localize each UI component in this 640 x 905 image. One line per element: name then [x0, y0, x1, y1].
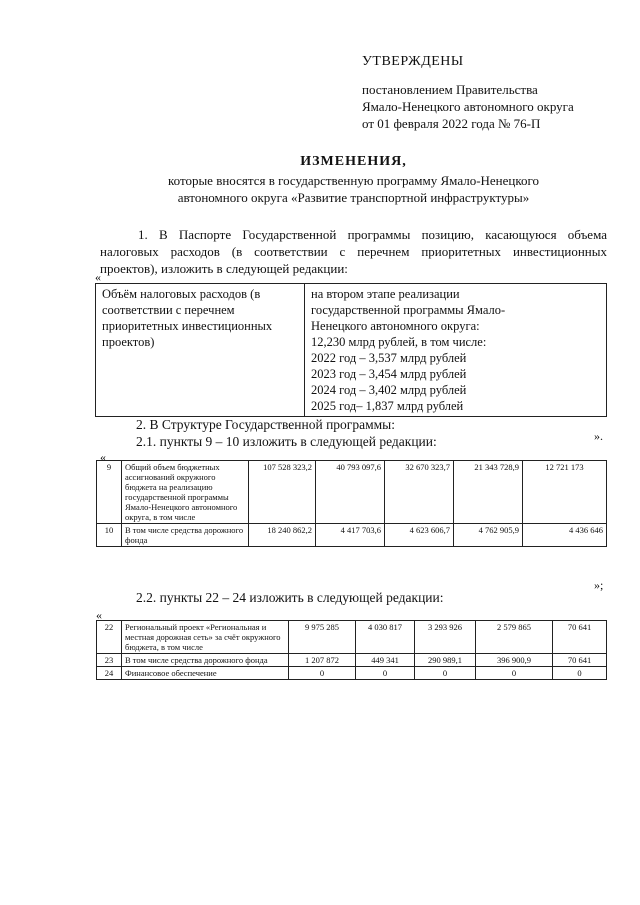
- row-value: 18 240 862,2: [249, 524, 316, 547]
- approval-title: УТВЕРЖДЕНЫ: [362, 54, 464, 69]
- tax-expenditure-table: [95, 283, 607, 417]
- row-value: 0: [476, 667, 553, 680]
- section2-1-close-quote: »;: [594, 578, 604, 592]
- structure-table-9-10: [96, 460, 607, 547]
- document-subtitle-line-2: автономного округа «Развитие транспортной инфраструктуры»: [177, 190, 530, 205]
- row-value: 21 343 728,9: [454, 461, 523, 524]
- section2-2-open-quote: «: [96, 608, 102, 622]
- tax-line: 2023 год – 3,454 млрд рублей: [311, 367, 467, 381]
- document-title: ИЗМЕНЕНИЯ,: [300, 154, 407, 169]
- row-value: 4 030 817: [356, 621, 415, 654]
- row-value: 1 207 872: [289, 654, 356, 667]
- section1-text: 1. В Паспорте Государственной программы позицию, касающуюся объема налоговых расходов (в соответствии с перечнем приоритетных инвестиционных проектов), изложить в следующей редакции:: [100, 227, 607, 276]
- section2-1-open-quote: «: [100, 450, 106, 464]
- row-value: 70 641: [553, 654, 607, 667]
- approval-line-1: постановлением Правительства: [362, 82, 538, 97]
- row-value: 396 900,9: [476, 654, 553, 667]
- table-row: [97, 524, 607, 547]
- tax-line: 2025 год– 1,837 млрд рублей: [311, 399, 464, 413]
- row-value: 0: [415, 667, 476, 680]
- row-value: 107 528 323,2: [249, 461, 316, 524]
- table-row: [97, 654, 607, 667]
- tax-line: государственной программы Ямало-: [311, 303, 506, 317]
- section2-1-heading: 2.1. пункты 9 – 10 изложить в следующей редакции:: [136, 434, 437, 449]
- section1-open-quote: «: [95, 270, 101, 284]
- structure-table-22-24: [96, 620, 607, 680]
- row-name: Финансовое обеспечение: [122, 667, 289, 680]
- row-value: 9 975 285: [289, 621, 356, 654]
- section2-heading: 2. В Структуре Государственной программы:: [136, 417, 395, 432]
- tax-expenditure-values: [305, 284, 607, 417]
- tax-line: 12,230 млрд рублей, в том числе:: [311, 335, 487, 349]
- row-number: 10: [97, 524, 122, 547]
- tax-line: Ненецкого автономного округа:: [311, 319, 480, 333]
- row-value: 70 641: [553, 621, 607, 654]
- section1-close-quote: ».: [594, 429, 603, 443]
- section2-2-heading: 2.2. пункты 22 – 24 изложить в следующей редакции:: [136, 590, 444, 605]
- tax-line: 2024 год – 3,402 млрд рублей: [311, 383, 467, 397]
- row-value: 4 436 646: [523, 524, 607, 547]
- row-value: 32 670 323,7: [385, 461, 454, 524]
- table-row: [97, 621, 607, 654]
- row-number: 9: [97, 461, 122, 524]
- row-value: 4 623 606,7: [385, 524, 454, 547]
- row-number: 24: [97, 667, 122, 680]
- tax-expenditure-label: Объём налоговых расходов (в соответствии с перечнем приоритетных инвестиционных проектов): [96, 284, 305, 417]
- row-value: 12 721 173: [523, 461, 607, 524]
- row-value: 0: [356, 667, 415, 680]
- row-name: В том числе средства дорожного фонда: [122, 654, 289, 667]
- row-name: Общий объем бюджетных ассигнований окружного бюджета на реализацию государственной программы Ямало-Ненецкого автономного округа, в том числе: [122, 461, 249, 524]
- row-value: 449 341: [356, 654, 415, 667]
- row-value: 0: [289, 667, 356, 680]
- row-number: 22: [97, 621, 122, 654]
- approval-line-3: от 01 февраля 2022 года № 76-П: [362, 116, 541, 131]
- row-value: 2 579 865: [476, 621, 553, 654]
- row-number: 23: [97, 654, 122, 667]
- row-value: 0: [553, 667, 607, 680]
- table-row: [97, 667, 607, 680]
- row-value: 4 762 905,9: [454, 524, 523, 547]
- row-value: 3 293 926: [415, 621, 476, 654]
- row-value: 290 989,1: [415, 654, 476, 667]
- document-subtitle-line-1: которые вносятся в государственную программу Ямало-Ненецкого: [167, 173, 540, 188]
- table-row: [97, 461, 607, 524]
- row-name: В том числе средства дорожного фонда: [122, 524, 249, 547]
- tax-line: на втором этапе реализации: [311, 287, 460, 301]
- approval-line-2: Ямало-Ненецкого автономного округа: [362, 99, 574, 114]
- row-value: 40 793 097,6: [316, 461, 385, 524]
- row-name: Региональный проект «Региональная и местная дорожная сеть» за счёт окружного бюджета, в том числе: [122, 621, 289, 654]
- table-row: [96, 284, 607, 417]
- row-value: 4 417 703,6: [316, 524, 385, 547]
- tax-line: 2022 год – 3,537 млрд рублей: [311, 351, 467, 365]
